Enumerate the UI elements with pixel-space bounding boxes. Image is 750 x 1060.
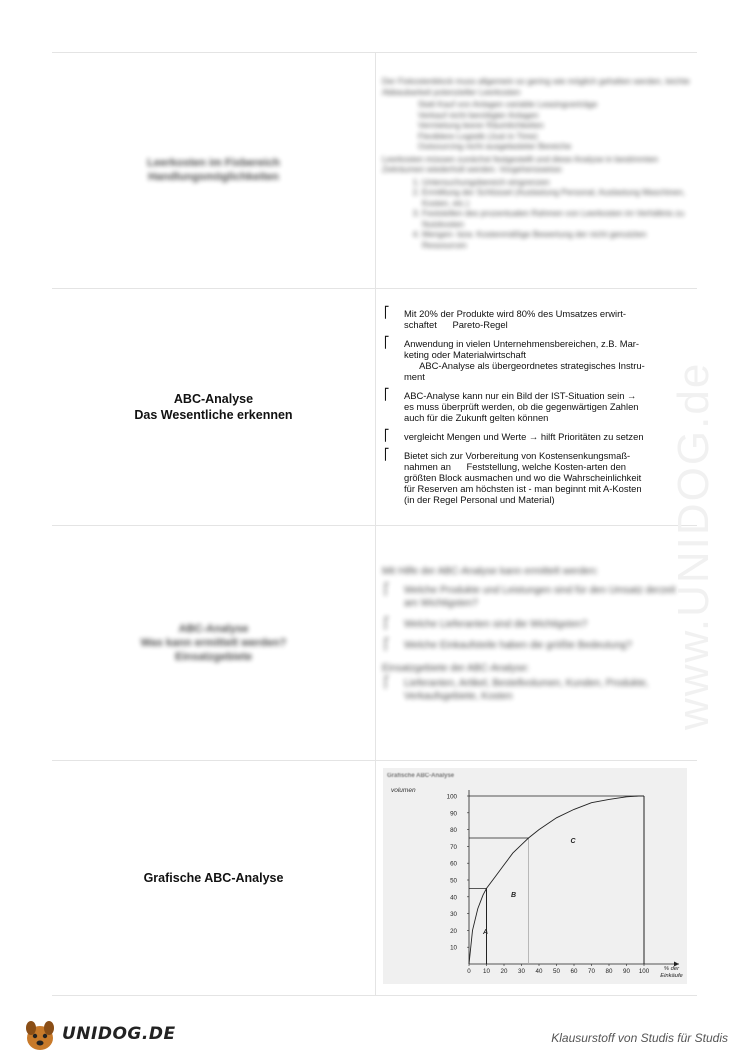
list-item: 1. Untersuchungsbereich eingrenzen: [422, 177, 692, 188]
region-label-a: A: [483, 928, 489, 936]
bullet-icon: ⎡: [384, 639, 390, 651]
region-label-b: B: [511, 891, 517, 899]
row-label: [52, 52, 375, 288]
list-item: Outsourcing nicht ausgelasteter Bereiche: [418, 141, 572, 151]
list-item: [382, 308, 692, 330]
row-label: [52, 288, 375, 525]
text-line: Anwendung in vielen Unternehmensbereichen, z.B. Mar-: [404, 338, 640, 349]
label-line: Was kann ermittelt werden?: [140, 636, 287, 649]
bullet-icon: ⎡: [384, 449, 390, 461]
y-tick-label: 30: [450, 911, 457, 919]
x-tick-label: 100: [638, 968, 650, 975]
list-item: [382, 639, 692, 652]
text-line: (in der Regel Personal und Material): [404, 494, 555, 505]
row-content: [382, 308, 692, 525]
x-axis-label-line: Einkäufe: [660, 973, 683, 979]
text-line: Welche Einkaufsteile haben die größte Bedeutung?: [404, 640, 632, 651]
row-abc-einsatz: [52, 525, 697, 760]
y-axis-label: volumen: [391, 787, 416, 794]
bullet-icon: ⎡: [384, 337, 390, 349]
list-item: [382, 618, 692, 631]
text-line: schaftet Pareto-Regel: [404, 319, 508, 330]
list-item: [382, 584, 692, 610]
list-item: Statt Kauf von Anlagen variable Leasingverträge: [418, 99, 598, 109]
text-line: es muss überprüft werden, ob die gegenwärtigen Zahlen: [404, 401, 639, 412]
text-line: Bietet sich zur Vorbereitung von Kostensenkungsmaß-: [404, 450, 631, 461]
x-tick-label: 50: [553, 968, 560, 975]
list-item: [382, 338, 692, 382]
label-line: Grafische ABC-Analyse: [143, 870, 284, 885]
x-tick-label: 90: [623, 968, 630, 975]
y-tick-label: 10: [450, 944, 457, 952]
x-tick-label: 0: [467, 968, 471, 975]
y-tick-label: 60: [450, 860, 457, 868]
y-tick-label: 100: [446, 793, 457, 801]
list-item: 3. Feststellen des prozentualen Rahmen von Leerkosten im Verhältnis zu Nutzkosten: [422, 208, 692, 229]
x-tick-label: 80: [605, 968, 613, 975]
y-tick-label: 70: [450, 843, 457, 851]
bullet-icon: ⎡: [384, 307, 390, 319]
list-item: Flexiblere Logistik (Just in Time): [418, 130, 538, 141]
row-leerkosten: [52, 52, 697, 288]
intro-text: Mit Hilfe der ABC-Analyse kann ermittelt werden:: [382, 566, 599, 577]
x-tick-label: 10: [483, 968, 490, 975]
y-tick-label: 90: [450, 810, 457, 818]
bullet-icon: ⎡: [384, 430, 390, 442]
text-line: Lieferanten, Artikel, Bestellvolumen, Kunden, Produkte, Verkaufsgebiete, Kosten: [404, 678, 649, 702]
label-line: ABC-Analyse: [178, 622, 249, 635]
list-item: Vermietung leerer Räumlichkeiten: [418, 120, 544, 130]
label-line: Einsatzgebiete: [174, 650, 253, 663]
text-line: Welche Lieferanten sind die Wichtigsten?: [404, 619, 588, 630]
bullet-icon: ⎡: [384, 677, 390, 689]
region-label-c: C: [570, 838, 576, 846]
row-label: [52, 525, 375, 760]
watermark: [668, 260, 728, 740]
y-tick-label: 20: [450, 927, 457, 935]
list-item: [382, 390, 692, 423]
list-item: 2. Ermittlung der Schlüssel (Auslastung Personal, Auslastung Maschinen, Kosten, etc.): [422, 187, 692, 208]
row-content: [382, 563, 692, 760]
chart-title: Grafische ABC-Analyse: [387, 773, 455, 779]
list-item: [382, 677, 692, 703]
text-line: keting oder Materialwirtschaft: [404, 349, 526, 360]
row-content: [382, 76, 692, 288]
abc-chart: [383, 768, 687, 984]
text-line: ment: [404, 371, 425, 382]
text-line: größten Block ausmachen und wo die Wahrscheinlichkeit: [404, 472, 642, 483]
steps-list: [382, 177, 692, 251]
text-line: ABC-Analyse als übergeordnetes strategisches Instru-: [404, 360, 645, 371]
measure-list: [382, 99, 692, 152]
list-item: Verkauf nicht benötigter Anlagen: [418, 109, 539, 120]
method-text: Leerkosten müssen zunächst festgestellt und diese Analyse in bestimmten Zeiträumen wiederholt werden. Vorgehensweise:: [382, 153, 659, 174]
label-line: Das Wesentliche erkennen: [134, 407, 293, 422]
subheading: Einsatzgebiete der ABC-Analyse:: [382, 663, 530, 674]
unidog-logo: [20, 1016, 176, 1054]
x-tick-label: 70: [588, 968, 595, 975]
y-tick-label: 80: [450, 827, 457, 835]
label-line: Handlungsmöglichkeiten: [148, 171, 279, 183]
footer-tagline: Klausurstoff von Studis für Studis: [551, 1031, 728, 1045]
text-line: auch für die Zukunft gelten können: [404, 412, 549, 423]
label-line: ABC-Analyse: [173, 391, 254, 406]
x-tick-label: 40: [535, 968, 543, 975]
text-line: vergleicht Mengen und Werte → hilft Prioritäten zu setzen: [404, 431, 644, 442]
x-tick-label: 30: [518, 968, 525, 975]
logo-text: UNIDOG.DE: [62, 1024, 176, 1044]
x-axis-label-line: % der: [663, 966, 680, 972]
row-label: [52, 760, 375, 995]
x-tick-label: 20: [500, 968, 508, 975]
bullet-icon: ⎡: [384, 618, 390, 630]
text-line: für Reserven am höchsten ist - man beginnt mit A-Kosten: [404, 483, 642, 494]
list-item: 4. Mengen- bzw. Kostenmäßige Bewertung der nicht genutzten Ressourcen: [422, 229, 692, 250]
intro-text: Der Fixkostenblock muss allgemein so gering wie möglich gehalten werden, leichte Abbaubarkeit potenzieller Leerkosten: [382, 76, 690, 97]
chart-panel: [383, 768, 687, 984]
text-line: Mit 20% der Produkte wird 80% des Umsatzes erwirt-: [404, 308, 626, 319]
watermark-text: www.UNIDOG.de: [669, 361, 718, 730]
table-border-bottom: [52, 995, 697, 996]
text-line: ABC-Analyse kann nur ein Bild der IST-Situation sein →: [404, 390, 637, 401]
dog-icon: [20, 1016, 60, 1054]
bullet-icon: ⎡: [384, 389, 390, 401]
row-abc-analyse: [52, 288, 697, 525]
y-tick-label: 50: [450, 877, 457, 885]
text-line: Welche Produkte und Leistungen sind für den Umsatz derzeit am Wichtigsten?: [404, 585, 676, 609]
label-line: Leerkosten im Fixbereich: [147, 157, 280, 169]
list-item: [382, 450, 692, 505]
x-tick-label: 60: [570, 968, 578, 975]
y-tick-label: 40: [450, 894, 457, 902]
abc-curve: [469, 796, 644, 964]
bullet-icon: ⎡: [384, 584, 390, 596]
text-line: nahmen an Feststellung, welche Kosten-arten den: [404, 461, 627, 472]
list-item: [382, 431, 692, 442]
